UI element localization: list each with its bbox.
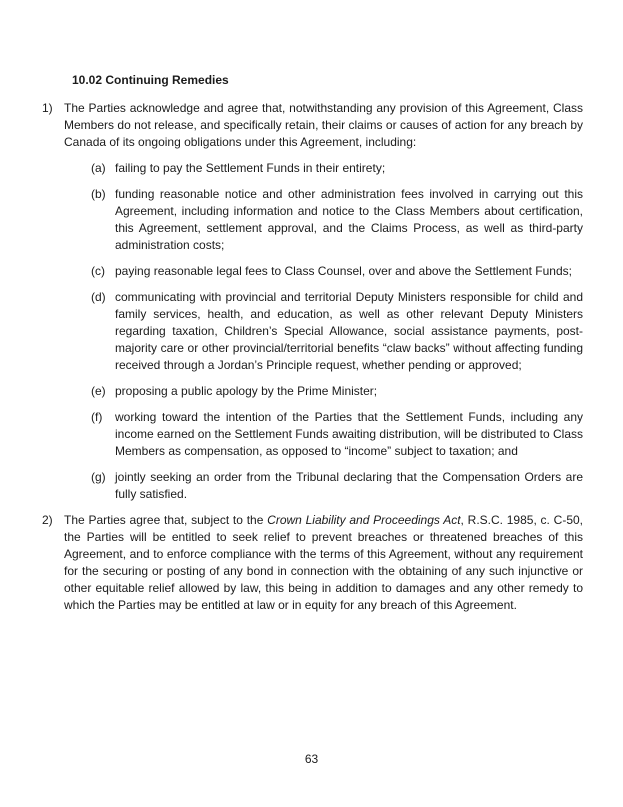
page-number: 63 bbox=[304, 752, 319, 766]
paragraph bbox=[64, 512, 583, 614]
paragraph-text-after: , R.S.C. 1985, c. C-50, the Parties will be entitled to seek relief to prevent breaches or threatened breaches of this Agreement, and to enforce compliance with the terms of this Agreement, without any requirement for the securing or posting of any bond in connection with the obtaining of any such injunctive or other equitable relief allowed by law, this being in addition to damages and any other remedy to which the Parties may be entitled at law or in equity for any breach of this Agreement. bbox=[64, 513, 583, 612]
sub-item-text: failing to pay the Settlement Funds in their entirety; bbox=[115, 161, 386, 175]
paragraph-text-before: The Parties agree that, subject to the bbox=[64, 513, 268, 527]
sub-item-text: funding reasonable notice and other administration fees involved in carrying out this Agreement, including information and notice to the Class Members about certification, this Agreement, settlement approval, and the Claims Process, as well as third-party administration costs; bbox=[115, 187, 583, 252]
sub-item-g bbox=[64, 469, 583, 503]
sub-item-c bbox=[64, 263, 583, 280]
item-body bbox=[64, 512, 583, 614]
sub-item-label: (c) bbox=[91, 264, 105, 278]
sub-item-text: jointly seeking an order from the Tribunal declaring that the Compensation Orders are fully satisfied. bbox=[115, 470, 583, 501]
item-number: 1) bbox=[42, 101, 53, 115]
sub-item-label: (b) bbox=[91, 187, 106, 201]
sub-item-label: (g) bbox=[91, 470, 106, 484]
item-body bbox=[64, 100, 583, 503]
numbered-item-1 bbox=[42, 100, 583, 503]
sub-item-label: (e) bbox=[91, 384, 106, 398]
sub-item-e bbox=[64, 383, 583, 400]
sub-item-label: (a) bbox=[91, 161, 106, 175]
sub-item-text: paying reasonable legal fees to Class Counsel, over and above the Settlement Funds; bbox=[115, 264, 572, 278]
sub-item-a bbox=[64, 160, 583, 177]
section-heading: 10.02 Continuing Remedies bbox=[72, 73, 229, 87]
sub-item-text: working toward the intention of the Parties that the Settlement Funds, including any income earned on the Settlement Funds awaiting distribution, will be distributed to Class Members as compensation, as opposed to “income” subject to taxation; and bbox=[115, 410, 583, 458]
sub-item-text: proposing a public apology by the Prime Minister; bbox=[115, 384, 378, 398]
statute-name-italic: Crown Liability and Proceedings Act bbox=[267, 513, 461, 527]
sub-item-label: (f) bbox=[91, 410, 103, 424]
item-number: 2) bbox=[42, 513, 53, 527]
sub-item-label: (d) bbox=[91, 290, 106, 304]
sub-item-d bbox=[64, 289, 583, 374]
numbered-item-2 bbox=[42, 512, 583, 614]
sub-item-f bbox=[64, 409, 583, 460]
paragraph: The Parties acknowledge and agree that, notwithstanding any provision of this Agreement, Class Members do not release, and specifically retain, their claims or causes of action for any breach by Canada of its ongoing obligations under this Agreement, including: bbox=[64, 101, 583, 149]
sub-item-b bbox=[64, 186, 583, 254]
sub-item-text: communicating with provincial and territorial Deputy Ministers responsible for child and family services, health, and education, as well as other relevant Deputy Ministers regarding taxation, Children’s Special Allowance, social assistance payments, post-majority care or other provincial/territorial benefits “claw backs” without affecting funding received through a Jordan’s Principle request, whether pending or approved; bbox=[115, 290, 583, 372]
